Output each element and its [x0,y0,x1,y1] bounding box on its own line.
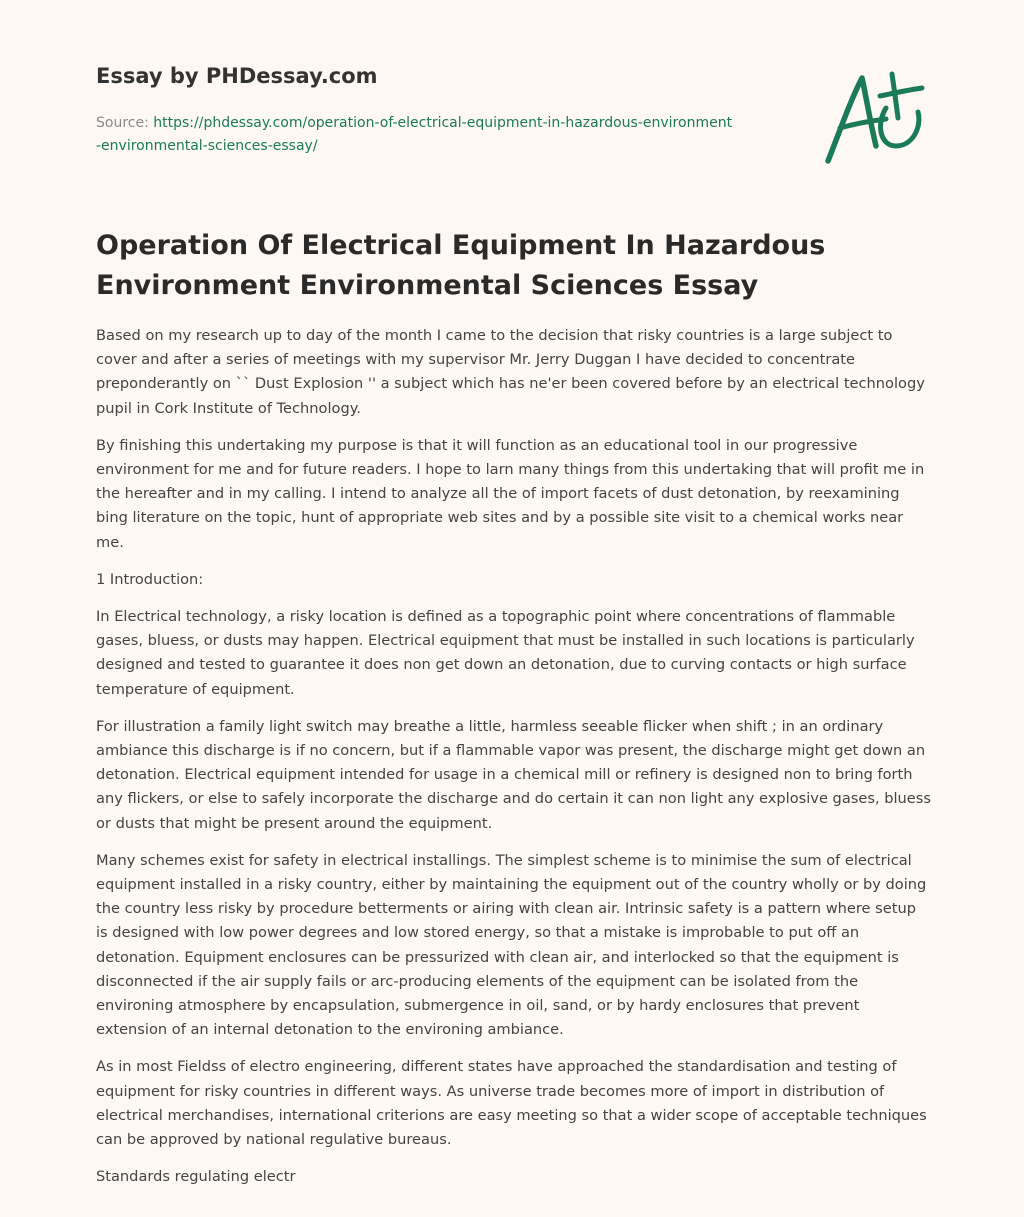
essay-paragraph: Based on my research up to day of the month I came to the decision that risky countries is a large subject to cover and after a series of meetings with my supervisor Mr. Jerry Duggan I have decided to concentrate preponderantly on `` Dust Explosion '' a subject which has ne'er been covered before by an electrical technology pupil in Cork Institute of Technology. [96,327,925,417]
essay-paragraph: In Electrical technology, a risky location is defined as a topographic point where concentrations of flammable gases, bluess, or dusts may happen. Electrical equipment that must be installed in such locations is particularly designed and tested to guarantee it does non get down an detonation, due to curving contacts or high surface temperature of equipment. [96,608,915,698]
source-line [96,112,736,158]
a-plus-logo-icon [820,66,930,166]
essay-paragraph-truncated: Standards regulating electr [96,1168,296,1186]
essay-section-heading: 1 Introduction: [96,570,204,588]
site-title: Essay by PHDessay.com [96,64,378,88]
essay-title: Operation Of Electrical Equipment In Hazardous Environment Environmental Sciences Essay [96,230,826,301]
essay-paragraph: By finishing this undertaking my purpose is that it will function as an educational tool in our progressive environment for me and for future readers. I hope to larn many things from this undertaking that will profit me in the hereafter and in my calling. I intend to analyze all the of import facets of dust detonation, by reexamining bing literature on the topic, hunt of appropriate web sites and by a possible site visit to a chemical works near me. [96,436,925,551]
essay-paragraph: Many schemes exist for safety in electrical installings. The simplest scheme is to minimise the sum of electrical equipment installed in a risky country, either by maintaining the equipment out of the country wholly or by doing the country less risky by procedure betterments or airing with clean air. Intrinsic safety is a pattern where setup is designed with low power degrees and low stored energy, so that a mistake is improbable to put off an detonation. Equipment enclosures can be pressurized with clean air, and interlocked so that the equipment is disconnected if the air supply fails or arc-producing elements of the equipment can be isolated from the environing atmosphere by encapsulation, submergence in oil, sand, or by hardy enclosures that prevent extension of an internal detonation to the environing ambiance. [96,851,927,1039]
essay-paragraph: As in most Fieldss of electro engineering, different states have approached the standardisation and testing of equipment for risky countries in different ways. As universe trade becomes more of import in distribution of electrical merchandises, international criterions are easy meeting so that a wider scope of acceptable techniques can be approved by national regulative bureaus. [96,1058,927,1149]
source-link[interactable]: https://phdessay.com/operation-of-electrical-equipment-in-hazardous-environment-environmental-sciences-essay/ [96,115,733,154]
essay-paragraph: For illustration a family light switch may breathe a little, harmless seeable flicker when shift ; in an ordinary ambiance this discharge is if no concern, but if a flammable vapor was present, the discharge might get down an detonation. Electrical equipment intended for usage in a chemical mill or refinery is designed non to bring forth any flickers, or else to safely incorporate the discharge and do certain it can non light any explosive gases, bluess or dusts that might be present around the equipment. [96,717,931,832]
essay-body [96,324,932,1203]
source-label: Source: [96,115,154,131]
